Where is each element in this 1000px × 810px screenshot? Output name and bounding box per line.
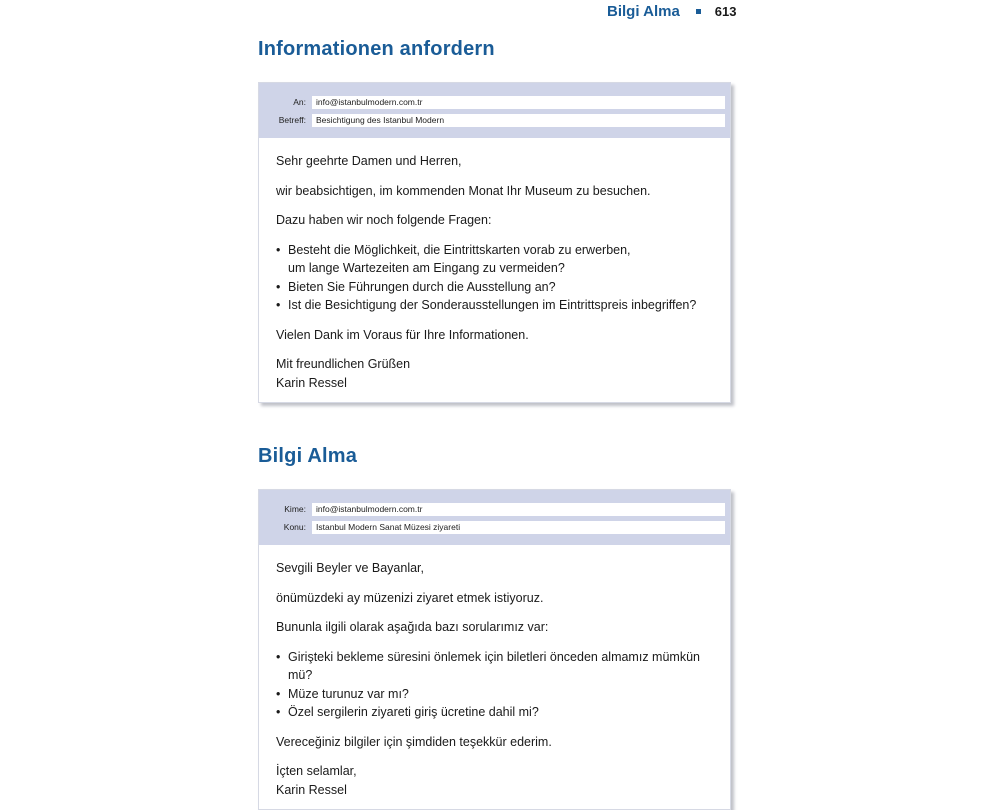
question-line: Müze turunuz var mı? bbox=[288, 686, 409, 701]
question-list bbox=[276, 241, 713, 315]
email-closing: İçten selamlar, bbox=[276, 764, 357, 778]
email-header bbox=[259, 83, 730, 138]
to-label: An: bbox=[293, 97, 306, 107]
running-head bbox=[607, 3, 737, 20]
question-line: Özel sergilerin ziyareti giriş ücretine dahil mi? bbox=[288, 705, 539, 719]
question-list bbox=[276, 648, 713, 722]
list-item bbox=[276, 278, 713, 297]
to-field[interactable]: info@istanbulmodern.com.tr bbox=[312, 96, 725, 109]
email-german bbox=[258, 82, 731, 403]
subject-row bbox=[259, 112, 725, 128]
to-field[interactable]: info@istanbulmodern.com.tr bbox=[312, 503, 725, 516]
square-bullet-icon bbox=[696, 9, 701, 14]
email-thanks: Vereceğiniz bilgiler için şimdiden teşekkür ederim. bbox=[276, 734, 552, 749]
email-signoff bbox=[276, 762, 713, 799]
subject-field[interactable]: Besichtigung des Istanbul Modern bbox=[312, 114, 725, 127]
list-item bbox=[276, 296, 713, 315]
question-line: um lange Wartezeiten am Eingang zu vermeiden? bbox=[288, 261, 565, 275]
email-body bbox=[259, 138, 730, 402]
email-intro: wir beabsichtigen, im kommenden Monat Ihr Museum zu besuchen. bbox=[276, 183, 651, 198]
subject-label: Betreff: bbox=[278, 115, 306, 125]
email-greeting: Sehr geehrte Damen und Herren, bbox=[276, 154, 462, 168]
list-item bbox=[276, 241, 713, 278]
question-line: Besteht die Möglichkeit, die Eintrittskarten vorab zu erwerben, bbox=[288, 242, 631, 257]
email-lead: Dazu haben wir noch folgende Fragen: bbox=[276, 213, 492, 227]
subject-label: Konu: bbox=[283, 522, 306, 532]
to-row bbox=[259, 501, 725, 517]
running-head-title: Bilgi Alma bbox=[607, 3, 680, 20]
page-number: 613 bbox=[714, 4, 737, 19]
section-title-turkish: Bilgi Alma bbox=[258, 445, 358, 467]
question-line: Bieten Sie Führungen durch die Ausstellung an? bbox=[288, 279, 556, 294]
list-item bbox=[276, 703, 713, 722]
list-item bbox=[276, 648, 713, 685]
subject-field[interactable]: Istanbul Modern Sanat Müzesi ziyareti bbox=[312, 521, 725, 534]
email-signature: Karin Ressel bbox=[276, 782, 347, 797]
email-closing: Mit freundlichen Grüßen bbox=[276, 357, 411, 371]
email-signoff bbox=[276, 355, 713, 392]
question-line: Ist die Besichtigung der Sonderausstellungen im Eintrittspreis inbegriffen? bbox=[288, 298, 697, 312]
email-intro: önümüzdeki ay müzenizi ziyaret etmek istiyoruz. bbox=[276, 590, 544, 605]
to-label: Kime: bbox=[284, 504, 306, 514]
to-row bbox=[259, 94, 725, 110]
email-greeting: Sevgili Beyler ve Bayanlar, bbox=[276, 561, 424, 575]
email-lead: Bununla ilgili olarak aşağıda bazı sorularımız var: bbox=[276, 620, 549, 634]
email-thanks: Vielen Dank im Voraus für Ihre Informationen. bbox=[276, 327, 529, 342]
subject-row bbox=[259, 519, 725, 535]
question-line: Girişteki bekleme süresini önlemek için biletleri önceden almamız mümkün mü? bbox=[288, 649, 700, 682]
email-signature: Karin Ressel bbox=[276, 375, 347, 390]
section-title-german: Informationen anfordern bbox=[258, 38, 495, 60]
email-body bbox=[259, 545, 730, 809]
email-turkish bbox=[258, 489, 731, 810]
email-header bbox=[259, 490, 730, 545]
list-item bbox=[276, 685, 713, 704]
